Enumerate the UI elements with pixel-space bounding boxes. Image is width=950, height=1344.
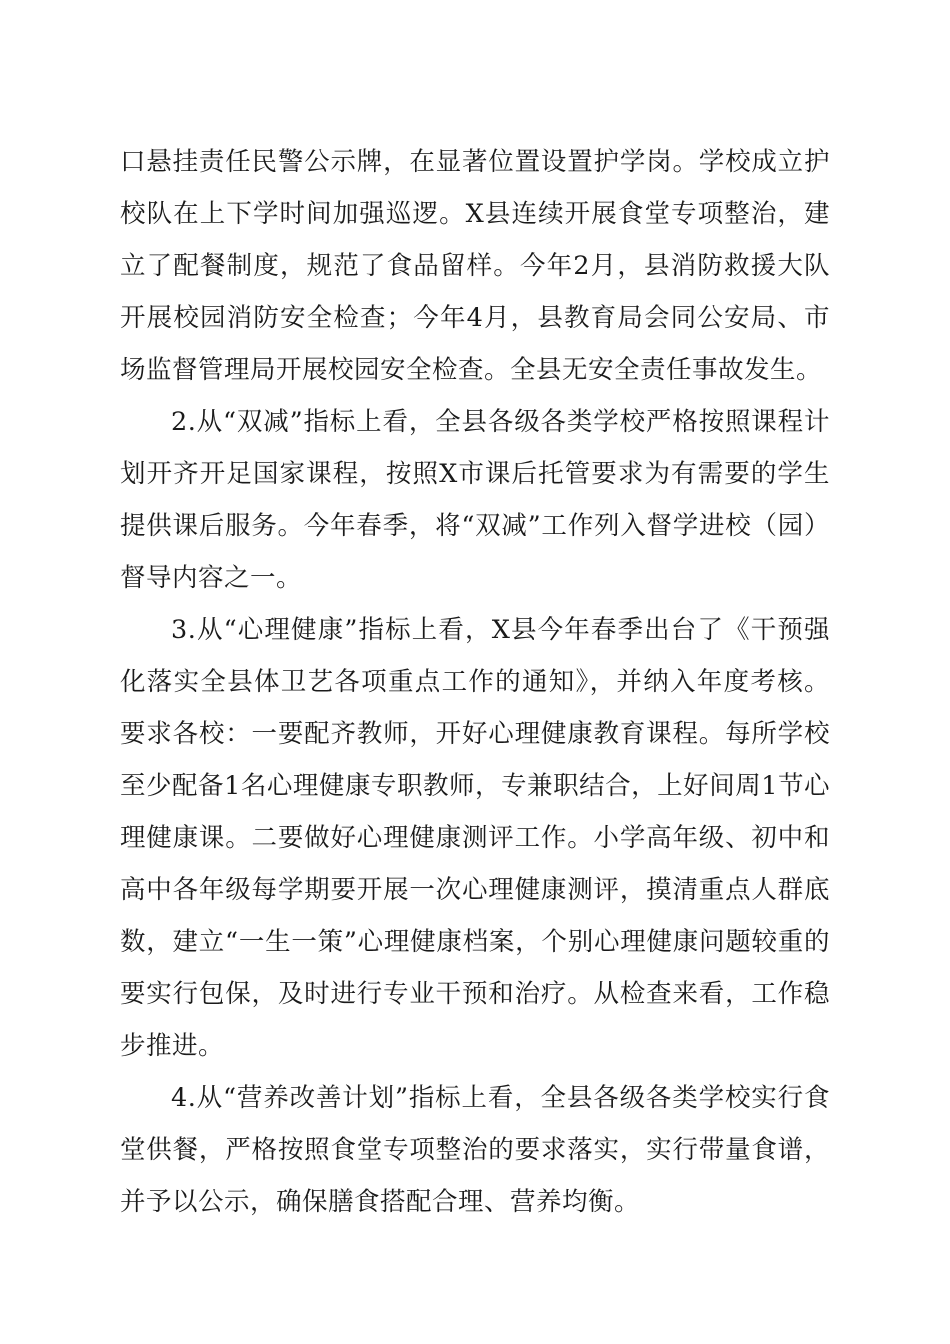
- paragraph-4: 4.从“营养改善计划”指标上看，全县各级各类学校实行食堂供餐，严格按照食堂专项整治的要求落实，实行带量食谱，并予以公示，确保膳食搭配合理、营养均衡。: [120, 1083, 830, 1217]
- document-body: [120, 136, 830, 1228]
- paragraph-1: 口悬挂责任民警公示牌，在显著位置设置护学岗。学校成立护校队在上下学时间加强巡逻。X县连续开展食堂专项整治，建立了配餐制度，规范了食品留样。今年2月，县消防救援大队开展校园消防安全检查；今年4月，县教育局会同公安局、市场监督管理局开展校园安全检查。全县无安全责任事故发生。: [120, 147, 830, 385]
- paragraph-2: 2.从“双减”指标上看，全县各级各类学校严格按照课程计划开齐开足国家课程，按照X市课后托管要求为有需要的学生提供课后服务。今年春季，将“双减”工作列入督学进校（园）督导内容之一。: [120, 407, 830, 593]
- paragraph-3: 3.从“心理健康”指标上看，X县今年春季出台了《干预强化落实全县体卫艺各项重点工作的通知》，并纳入年度考核。要求各校：一要配齐教师，开好心理健康教育课程。每所学校至少配备1名心理健康专职教师，专兼职结合，上好间周1节心理健康课。二要做好心理健康测评工作。小学高年级、初中和高中各年级每学期要开展一次心理健康测评，摸清重点人群底数，建立“一生一策”心理健康档案，个别心理健康问题较重的要实行包保，及时进行专业干预和治疗。从检查来看，工作稳步推进。: [120, 615, 830, 1061]
